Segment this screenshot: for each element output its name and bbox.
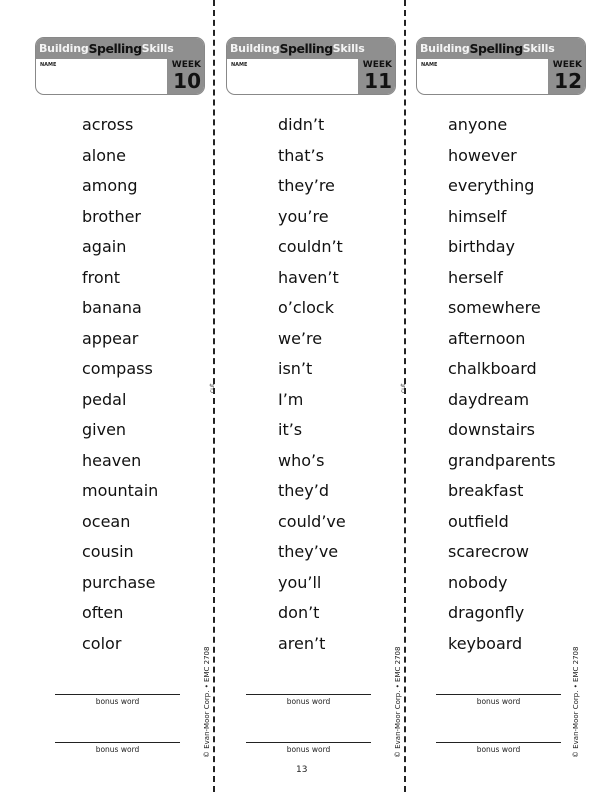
title-building: Building [230, 42, 280, 55]
bonus-word-label: bonus word [476, 745, 521, 754]
word-item: aren’t [278, 633, 326, 653]
word-item: brother [82, 206, 142, 226]
spelling-strip-week-10 [35, 0, 215, 792]
week-number: 11 [364, 69, 392, 93]
word-item: they’d [278, 481, 329, 500]
word-item: who’s [278, 450, 325, 470]
strip-header [416, 37, 586, 95]
word-item: pedal [82, 389, 127, 409]
word-item: you’ll [278, 572, 322, 592]
name-label: NAME [421, 62, 438, 68]
title-building: Building [39, 42, 89, 55]
word-item: alone [82, 145, 127, 165]
word-item: don’t [278, 603, 320, 622]
word-item: scarecrow [448, 542, 529, 561]
week-box [358, 59, 395, 94]
copyright-note: © Evan-Moor Corp. • EMC 2708 [394, 646, 402, 758]
page-number: 13 [296, 765, 308, 775]
word-item: that’s [278, 145, 324, 165]
word-item: isn’t [278, 359, 313, 378]
word-item: downstairs [448, 420, 535, 439]
bonus-word-line[interactable] [55, 694, 180, 695]
bonus-word-line[interactable] [436, 742, 561, 743]
word-item: often [82, 603, 124, 622]
word-item: ocean [82, 511, 131, 531]
word-item: o’clock [278, 298, 334, 317]
word-item: everything [448, 176, 535, 195]
word-item: I’m [278, 389, 304, 409]
week-number: 10 [173, 69, 201, 93]
word-item: birthday [448, 237, 516, 256]
week-number: 12 [554, 69, 582, 93]
spelling-strip-week-12 [416, 0, 596, 792]
bonus-word-label: bonus word [476, 697, 521, 706]
word-item: they’re [278, 176, 335, 195]
word-list [278, 114, 346, 663]
bonus-word-line[interactable] [436, 694, 561, 695]
bonus-word-label: bonus word [95, 697, 140, 706]
week-box [167, 59, 204, 94]
word-item: mountain [82, 481, 159, 500]
word-item: however [448, 145, 517, 165]
word-item: outfield [448, 511, 509, 531]
header-title [417, 38, 585, 59]
title-skills: Skills [332, 42, 365, 55]
word-item: didn’t [278, 115, 325, 134]
title-skills: Skills [141, 42, 174, 55]
word-item: cousin [82, 542, 134, 561]
word-item: breakfast [448, 481, 524, 500]
strip-header [226, 37, 396, 95]
word-item: chalkboard [448, 359, 537, 378]
word-item: daydream [448, 389, 530, 409]
word-item: anyone [448, 115, 508, 134]
word-item: couldn’t [278, 237, 343, 256]
word-item: afternoon [448, 328, 526, 348]
bonus-word-line[interactable] [246, 694, 371, 695]
title-spelling: Spelling [469, 41, 523, 56]
title-spelling: Spelling [88, 41, 142, 56]
header-title [227, 38, 395, 59]
word-item: across [82, 115, 134, 134]
bonus-word-line[interactable] [246, 742, 371, 743]
cut-label-1: cut [209, 383, 216, 393]
word-item: again [82, 237, 127, 256]
bonus-word-line[interactable] [55, 742, 180, 743]
spelling-strip-week-11 [226, 0, 406, 792]
word-item: appear [82, 328, 139, 348]
bonus-word-label: bonus word [286, 697, 331, 706]
word-item: you’re [278, 206, 329, 226]
word-item: it’s [278, 420, 303, 439]
word-item: nobody [448, 572, 508, 592]
title-spelling: Spelling [279, 41, 333, 56]
word-item: they’ve [278, 542, 339, 561]
word-item: herself [448, 267, 503, 287]
word-item: given [82, 420, 127, 439]
week-label: WEEK [362, 60, 392, 70]
word-item: banana [82, 298, 142, 317]
word-item: haven’t [278, 267, 339, 287]
word-item: front [82, 267, 121, 287]
week-label: WEEK [552, 60, 582, 70]
word-item: purchase [82, 572, 156, 592]
name-label: NAME [231, 62, 248, 68]
word-item: color [82, 633, 122, 653]
cut-label-2: cut [400, 383, 407, 393]
strip-header [35, 37, 205, 95]
word-item: compass [82, 359, 153, 378]
word-list [448, 114, 556, 663]
word-item: somewhere [448, 298, 541, 317]
bonus-word-label: bonus word [95, 745, 140, 754]
word-item: dragonfly [448, 603, 525, 622]
word-item: among [82, 176, 138, 195]
word-item: we’re [278, 328, 323, 348]
name-label: NAME [40, 62, 57, 68]
word-item: keyboard [448, 633, 523, 653]
word-item: himself [448, 206, 507, 226]
header-title [36, 38, 204, 59]
week-label: WEEK [171, 60, 201, 70]
title-building: Building [420, 42, 470, 55]
word-item: heaven [82, 450, 142, 470]
copyright-note: © Evan-Moor Corp. • EMC 2708 [572, 646, 580, 758]
word-item: grandparents [448, 450, 556, 470]
bonus-word-label: bonus word [286, 745, 331, 754]
copyright-note: © Evan-Moor Corp. • EMC 2708 [203, 646, 211, 758]
title-skills: Skills [522, 42, 555, 55]
word-item: could’ve [278, 511, 346, 531]
word-list [82, 114, 158, 663]
week-box [548, 59, 585, 94]
